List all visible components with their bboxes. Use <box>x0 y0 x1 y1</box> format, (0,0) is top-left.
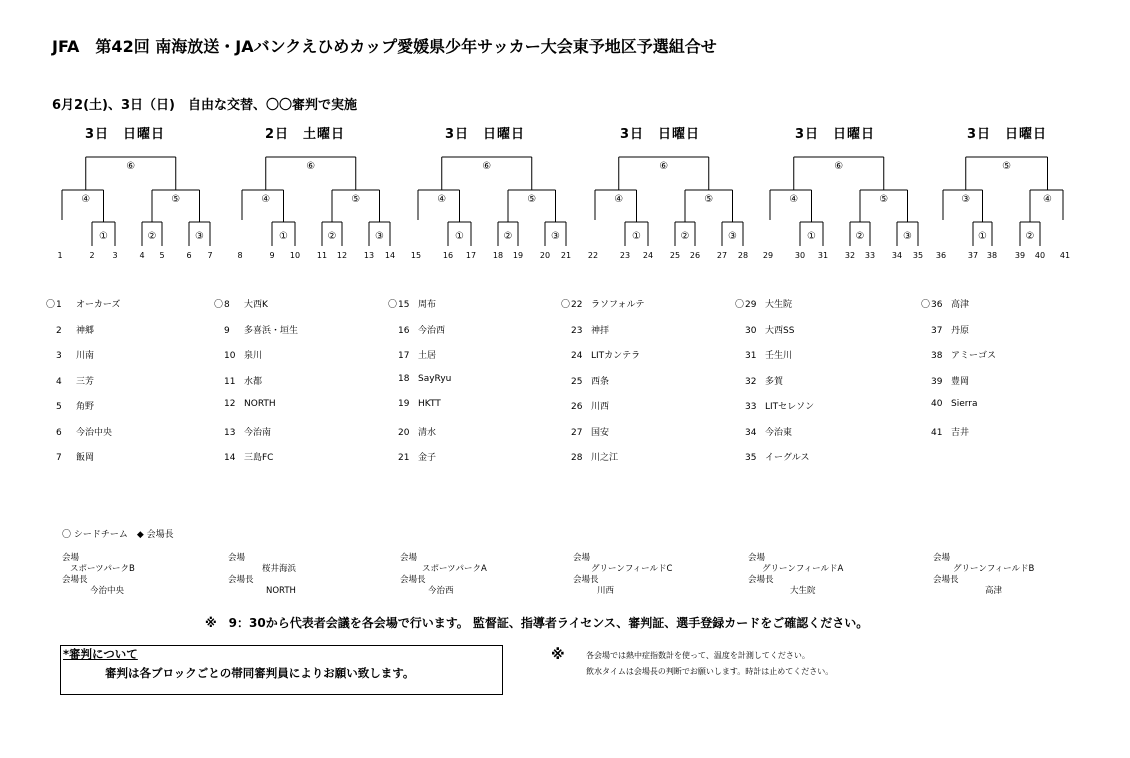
chief-name: 大生院 <box>790 586 816 596</box>
team-name: HKTT <box>418 399 441 409</box>
team-row <box>214 425 271 438</box>
chief-name: NORTH <box>266 586 296 596</box>
team-no: 30 <box>745 325 757 336</box>
team-no: 40 <box>931 399 943 409</box>
team-number: 3 <box>112 251 118 260</box>
day-header: 3日 日曜日 <box>619 127 701 142</box>
team-name: 神郷 <box>76 325 95 336</box>
day-header: 2日 土曜日 <box>264 127 346 142</box>
match-number-6: ⑥ <box>306 161 316 172</box>
venue-block <box>228 553 296 597</box>
match-number-2: ② <box>1025 231 1035 242</box>
team-number: 18 <box>492 251 504 260</box>
chief-label: 会場長 <box>748 575 774 585</box>
team-row <box>388 450 436 463</box>
team-no: 26 <box>571 402 583 412</box>
venue-label: 会場 <box>62 553 80 563</box>
match-number-2: ② <box>327 231 337 242</box>
chief-name: 高津 <box>985 586 1003 596</box>
team-row <box>388 374 451 384</box>
team-number: 32 <box>844 251 856 260</box>
team-number: 29 <box>762 251 774 260</box>
day-header: 3日 日曜日 <box>966 127 1048 142</box>
team-name: 西条 <box>591 376 610 387</box>
team-number: 22 <box>587 251 599 260</box>
match-number-2: ② <box>503 231 513 242</box>
team-name: 吉井 <box>951 427 970 438</box>
team-row <box>921 399 978 409</box>
team-row <box>46 374 94 387</box>
seed-mark: 〇 <box>388 300 398 310</box>
team-number: 5 <box>159 251 165 260</box>
team-no: 17 <box>398 351 410 361</box>
team-number: 19 <box>512 251 524 260</box>
heat-note-line-1: 各会場では熱中症指数計を使って、温度を計測してください。 <box>586 651 810 660</box>
team-name: 多喜浜・垣生 <box>244 325 299 336</box>
team-row <box>214 297 268 310</box>
team-no: 11 <box>224 376 236 387</box>
team-number: 9 <box>269 251 275 260</box>
team-no: 29 <box>745 300 757 310</box>
team-row <box>735 374 783 387</box>
team-row <box>561 450 618 463</box>
team-number: 4 <box>139 251 145 260</box>
team-name: 大西SS <box>765 325 795 336</box>
venue-name: グリーンフィールドC <box>591 564 673 574</box>
team-number: 25 <box>669 251 681 260</box>
team-number: 39 <box>1014 251 1026 260</box>
team-number: 26 <box>689 251 701 260</box>
team-name: 周布 <box>418 300 437 310</box>
team-name: NORTH <box>244 399 276 409</box>
team-row <box>735 399 814 412</box>
team-number: 7 <box>207 251 213 260</box>
team-row <box>46 348 94 361</box>
seed-mark: 〇 <box>46 300 56 310</box>
venue-label: 会場 <box>748 553 766 563</box>
team-row <box>388 323 445 336</box>
team-number: 27 <box>716 251 728 260</box>
team-no: 24 <box>571 351 583 361</box>
match-number-5: ⑤ <box>704 194 714 205</box>
team-name: 大生院 <box>765 300 793 310</box>
team-no: 7 <box>56 453 62 463</box>
match-number-6: ⑥ <box>659 161 669 172</box>
team-number: 35 <box>912 251 924 260</box>
team-number: 36 <box>935 251 947 260</box>
team-row <box>46 425 112 438</box>
team-name: 神拝 <box>591 325 610 336</box>
team-row <box>388 425 436 438</box>
team-number: 37 <box>967 251 979 260</box>
venue-name: グリーンフィールドB <box>953 564 1035 574</box>
match-number-2: ② <box>680 231 690 242</box>
team-row <box>921 374 969 387</box>
match-number-5: ⑤ <box>879 194 889 205</box>
team-row <box>388 399 441 409</box>
team-name: 今治東 <box>765 427 793 438</box>
match-number-6: ⑥ <box>126 161 136 172</box>
team-row <box>921 425 969 438</box>
venue-label: 会場 <box>933 553 951 563</box>
match-number-4: ④ <box>789 194 799 205</box>
chief-name: 川西 <box>597 586 615 596</box>
team-row <box>735 348 792 361</box>
team-number: 24 <box>642 251 654 260</box>
team-number: 21 <box>560 251 572 260</box>
team-no: 38 <box>931 351 943 361</box>
team-name: 豊岡 <box>951 376 970 387</box>
match-number-5: ⑤ <box>527 194 537 205</box>
team-no: 3 <box>56 351 62 361</box>
team-row <box>388 348 436 361</box>
chief-label: 会場長 <box>933 575 959 585</box>
match-number-2: ② <box>855 231 865 242</box>
team-row <box>46 323 94 336</box>
day-header: 3日 日曜日 <box>444 127 526 142</box>
match-number-4: ④ <box>81 194 91 205</box>
seed-mark: 〇 <box>921 300 931 310</box>
match-number-4: ④ <box>614 194 624 205</box>
team-no: 16 <box>398 325 410 336</box>
team-no: 12 <box>224 399 236 409</box>
team-name: 高津 <box>951 300 970 310</box>
team-row <box>735 450 809 463</box>
team-name: 今治西 <box>418 325 446 336</box>
day-header: 3日 日曜日 <box>794 127 876 142</box>
team-name: 金子 <box>418 453 437 463</box>
chief-label: 会場長 <box>573 575 599 585</box>
team-name: 土居 <box>418 351 437 361</box>
team-no: 41 <box>931 427 943 438</box>
team-row <box>46 399 94 412</box>
team-no: 23 <box>571 325 583 336</box>
team-no: 10 <box>224 351 236 361</box>
team-number: 33 <box>864 251 876 260</box>
team-no: 31 <box>745 351 757 361</box>
schedule-subtitle: 6月2(土)、3日（日) 自由な交替、〇〇審判で実施 <box>52 98 357 113</box>
team-no: 14 <box>224 453 236 463</box>
team-no: 20 <box>398 427 410 438</box>
team-row <box>561 348 640 361</box>
venue-block <box>62 553 135 597</box>
team-number: 17 <box>465 251 477 260</box>
team-row <box>214 374 262 387</box>
team-name: イーグルス <box>765 453 810 463</box>
match-number-5: ⑤ <box>1002 161 1012 172</box>
team-number: 20 <box>539 251 551 260</box>
team-name: SayRyu <box>418 373 452 384</box>
team-name: オーカーズ <box>76 300 121 310</box>
team-name: 角野 <box>76 402 95 412</box>
team-name: 水都 <box>244 376 263 387</box>
team-row <box>46 450 94 463</box>
team-no: 6 <box>56 427 62 438</box>
team-no: 21 <box>398 453 410 463</box>
match-number-2: ② <box>147 231 157 242</box>
team-no: 37 <box>931 325 943 336</box>
team-name: 泉川 <box>244 351 263 361</box>
team-number: 11 <box>316 251 328 260</box>
team-no: 34 <box>745 427 757 438</box>
team-number: 8 <box>237 251 243 260</box>
match-number-3: ③ <box>903 231 912 242</box>
match-number-1: ① <box>99 231 108 242</box>
team-no: 27 <box>571 427 583 438</box>
team-no: 32 <box>745 376 757 387</box>
team-no: 19 <box>398 399 410 409</box>
team-name: 川西 <box>591 402 610 412</box>
team-no: 36 <box>931 300 943 310</box>
match-number-3: ③ <box>728 231 737 242</box>
team-row <box>921 348 996 361</box>
venue-block <box>400 553 487 597</box>
venue-label: 会場 <box>573 553 591 563</box>
team-name: 今治南 <box>244 427 272 438</box>
team-name: 三芳 <box>76 376 95 387</box>
team-row <box>561 374 609 387</box>
day-header: 3日 日曜日 <box>84 127 166 142</box>
team-row <box>214 348 262 361</box>
team-row <box>214 450 273 463</box>
team-no: 18 <box>398 373 410 384</box>
team-name: アミーゴス <box>951 351 997 361</box>
venue-label: 会場 <box>400 553 418 563</box>
venue-name: スポーツパークB <box>70 564 135 574</box>
team-no: 4 <box>56 376 62 387</box>
page-title: JFA 第42回 南海放送・JAバンクえひめカップ愛媛県少年サッカー大会東予地区予選組合せ <box>52 37 717 56</box>
team-row <box>735 297 792 310</box>
referee-box <box>60 645 503 695</box>
team-name: 三島FC <box>244 453 274 463</box>
team-name: 川南 <box>76 351 95 361</box>
team-no: 8 <box>224 300 230 310</box>
team-number: 31 <box>817 251 829 260</box>
match-number-6: ⑥ <box>834 161 844 172</box>
team-no: 5 <box>56 402 62 412</box>
chief-label: 会場長 <box>62 575 88 585</box>
team-row <box>561 297 645 310</box>
chief-name: 今治西 <box>428 586 454 596</box>
team-no: 28 <box>571 453 583 463</box>
team-no: 25 <box>571 376 583 387</box>
chief-name: 今治中央 <box>90 586 125 596</box>
legend: 〇 シードチーム ◆ 会場長 <box>62 530 174 540</box>
seed-mark: 〇 <box>214 300 224 310</box>
team-no: 15 <box>398 300 410 310</box>
team-row <box>388 297 436 310</box>
team-row <box>921 297 969 310</box>
team-number: 12 <box>336 251 348 260</box>
referee-heading: *審判について <box>63 647 138 661</box>
match-number-4: ④ <box>437 194 447 205</box>
team-name: 飯岡 <box>76 453 95 463</box>
team-row <box>735 323 794 336</box>
team-name: Sierra <box>951 399 978 409</box>
team-number: 34 <box>891 251 903 260</box>
team-number: 38 <box>986 251 998 260</box>
team-number: 40 <box>1034 251 1046 260</box>
meeting-notice: ※ 9：30から代表者会議を各会場で行います。 監督証、指導者ライセンス、審判証、選手登録カードをご確認ください。 <box>205 616 869 630</box>
venue-block <box>748 553 843 597</box>
venue-name: グリーンフィールドA <box>762 564 844 574</box>
team-number: 1 <box>57 251 63 260</box>
team-number: 15 <box>410 251 422 260</box>
team-no: 13 <box>224 427 236 438</box>
match-number-1: ① <box>279 231 288 242</box>
match-number-4: ④ <box>261 194 271 205</box>
match-number-3: ③ <box>195 231 204 242</box>
match-number-5: ⑤ <box>351 194 361 205</box>
venue-block <box>933 553 1034 597</box>
match-number-1: ① <box>632 231 641 242</box>
team-number: 13 <box>363 251 375 260</box>
team-row <box>561 399 609 412</box>
venue-label: 会場 <box>228 553 246 563</box>
match-number-3: ③ <box>375 231 384 242</box>
match-number-6: ⑥ <box>482 161 492 172</box>
match-number-3: ③ <box>961 194 971 205</box>
match-number-1: ① <box>807 231 816 242</box>
match-number-1: ① <box>455 231 464 242</box>
team-name: 川之江 <box>591 453 619 463</box>
team-row <box>46 297 120 310</box>
referee-body: 審判は各ブロックごとの帯同審判員によりお願い致します。 <box>105 666 415 680</box>
venue-name: 桜井海浜 <box>262 564 297 574</box>
team-number: 6 <box>186 251 192 260</box>
venue-name: スポーツパークA <box>422 564 487 574</box>
team-number: 28 <box>737 251 749 260</box>
team-row <box>214 399 276 409</box>
team-number: 30 <box>794 251 806 260</box>
venue-block <box>573 553 672 597</box>
team-name: 壬生川 <box>765 351 793 361</box>
team-no: 9 <box>224 325 230 336</box>
team-row <box>214 323 298 336</box>
match-number-5: ⑤ <box>171 194 181 205</box>
match-number-4: ④ <box>1043 194 1052 205</box>
team-name: 大西K <box>244 300 268 310</box>
team-no: 1 <box>56 300 62 310</box>
team-name: ラソフォルテ <box>591 300 645 310</box>
team-number: 10 <box>289 251 301 260</box>
team-row <box>735 425 792 438</box>
heat-note-line-2: 飲水タイムは会場長の判断でお願いします。時計は止めてください。 <box>586 667 834 676</box>
team-name: 国安 <box>591 427 610 438</box>
match-number-3: ③ <box>551 231 560 242</box>
team-name: 丹原 <box>951 325 970 336</box>
team-row <box>921 323 969 336</box>
team-name: 多賀 <box>765 376 784 387</box>
team-name: 今治中央 <box>76 427 113 438</box>
chief-label: 会場長 <box>228 575 254 585</box>
seed-mark: 〇 <box>561 300 571 310</box>
seed-mark: 〇 <box>735 300 745 310</box>
team-no: 2 <box>56 325 62 336</box>
team-no: 35 <box>745 453 757 463</box>
team-no: 22 <box>571 300 583 310</box>
team-row <box>561 425 609 438</box>
team-name: LITカンテラ <box>591 351 641 361</box>
team-number: 16 <box>442 251 454 260</box>
match-number-1: ① <box>978 231 987 242</box>
team-no: 33 <box>745 402 757 412</box>
team-row <box>561 323 609 336</box>
team-name: 清水 <box>418 427 437 438</box>
heat-note-mark: ※ <box>551 647 565 663</box>
team-no: 39 <box>931 376 943 387</box>
team-number: 14 <box>384 251 396 260</box>
team-name: LITセレソン <box>765 402 815 412</box>
team-number: 23 <box>619 251 631 260</box>
team-number: 41 <box>1059 251 1071 260</box>
team-number: 2 <box>89 251 95 260</box>
chief-label: 会場長 <box>400 575 426 585</box>
